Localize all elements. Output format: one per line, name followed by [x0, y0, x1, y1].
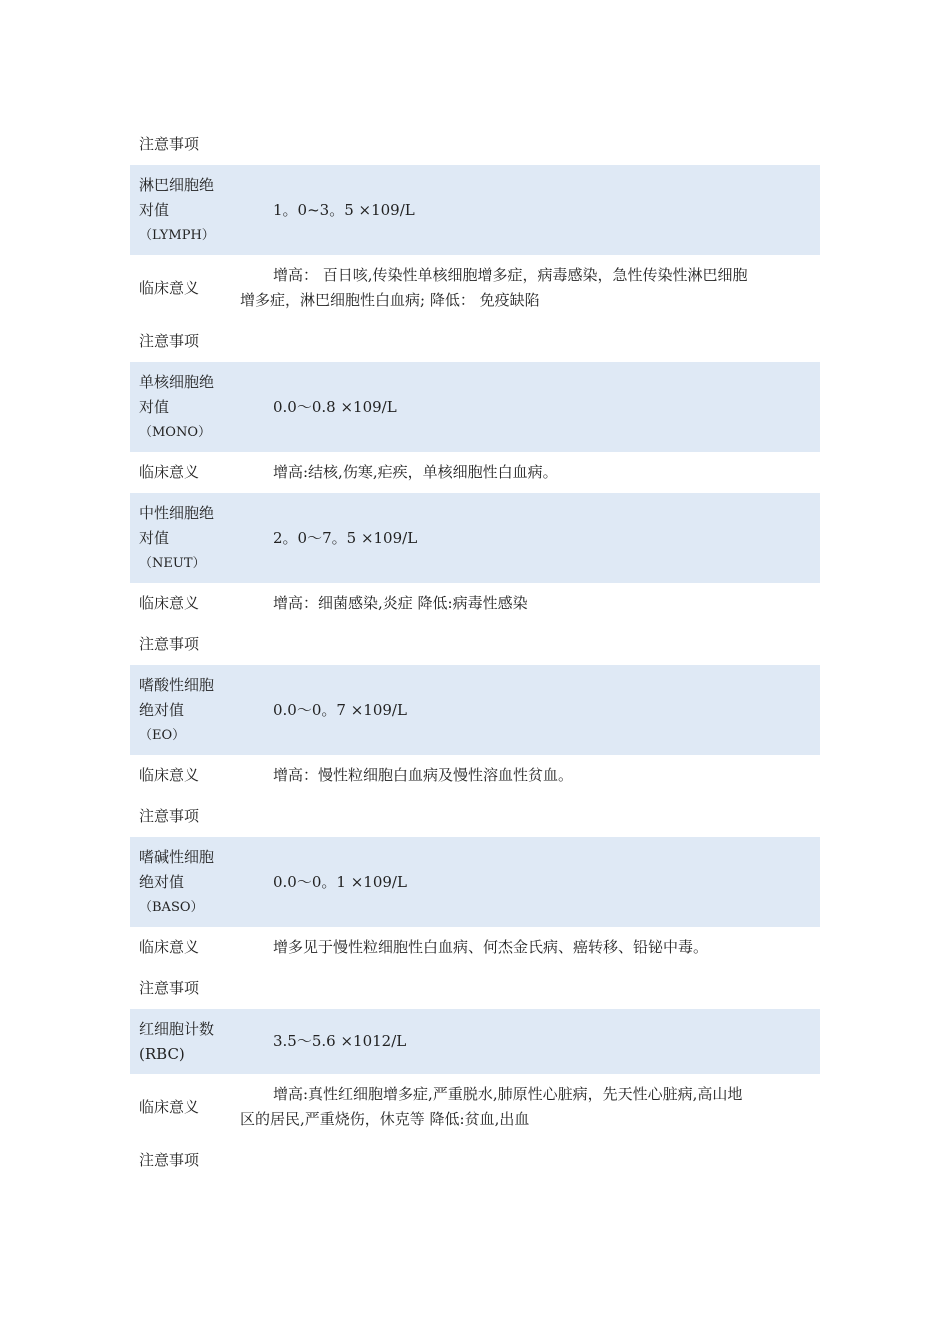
test-name [130, 501, 240, 576]
note-label: 注意事项 [139, 635, 200, 653]
reference-range [240, 395, 820, 420]
clinical-meaning-row [130, 927, 820, 968]
test-item-row [130, 362, 820, 452]
test-abbreviation: （EO） [139, 727, 186, 743]
test-item-row [130, 665, 820, 755]
note-row [130, 321, 820, 362]
test-name [130, 1017, 240, 1067]
reference-range-text: 1。0~3。5 ×109/L [273, 200, 415, 219]
test-name-line: 淋巴细胞绝 [139, 175, 215, 194]
meaning-text [240, 935, 820, 960]
note-label: 注意事项 [139, 332, 200, 350]
reference-range [240, 698, 820, 723]
test-abbreviation: （NEUT） [139, 555, 206, 571]
blood-test-table [130, 124, 820, 1181]
clinical-meaning-row [130, 255, 820, 321]
meaning-text [240, 591, 820, 616]
test-name-line: 红细胞计数 [139, 1019, 215, 1038]
meaning-text [240, 460, 820, 485]
test-name [130, 845, 240, 920]
test-abbreviation: （MONO） [139, 424, 212, 440]
reference-range [240, 870, 820, 895]
meaning-label: 临床意义 [139, 594, 200, 612]
reference-range-text: 3.5～5.6 ×1012/L [273, 1032, 407, 1050]
test-item-row [130, 837, 820, 927]
note-row [130, 796, 820, 837]
meaning-label: 临床意义 [139, 1097, 200, 1116]
meaning-label: 临床意义 [139, 463, 200, 481]
test-name-line: 嗜酸性细胞 [139, 675, 215, 694]
test-name-line: 绝对值 [139, 700, 185, 719]
meaning-text [240, 1082, 820, 1132]
test-name-line: (RBC) [139, 1044, 185, 1063]
note-label: 注意事项 [139, 1151, 200, 1169]
meaning-label: 临床意义 [139, 766, 200, 784]
note-row [130, 968, 820, 1009]
reference-range [240, 1029, 820, 1054]
test-name-line: 对值 [139, 397, 170, 416]
clinical-meaning-row [130, 1074, 820, 1140]
test-name-line: 中性细胞绝 [139, 503, 215, 522]
meaning-line-2: 区的居民,严重烧伤，休克等 降低:贫血,出血 [240, 1110, 530, 1128]
reference-range [240, 198, 820, 223]
test-name [130, 173, 240, 248]
test-name-line: 对值 [139, 200, 170, 219]
test-name-line: 单核细胞绝 [139, 372, 215, 391]
note-label: 注意事项 [139, 979, 200, 997]
test-name [130, 673, 240, 748]
meaning-line-1: 增高： 百日咳,传染性单核细胞增多症，病毒感染，急性传染性淋巴细胞 [273, 266, 748, 284]
meaning-line-1: 增高：细菌感染,炎症 降低:病毒性感染 [273, 594, 528, 612]
reference-range [240, 526, 820, 551]
reference-range-text: 0.0～0.8 ×109/L [273, 397, 397, 416]
test-abbreviation: （LYMPH） [139, 227, 215, 243]
meaning-line-1: 增高:真性红细胞增多症,严重脱水,肺原性心脏病，先天性心脏病,高山地 [273, 1085, 743, 1103]
note-row [130, 124, 820, 165]
test-item-row [130, 493, 820, 583]
note-label: 注意事项 [139, 135, 200, 153]
meaning-text [240, 263, 820, 313]
test-name-line: 对值 [139, 528, 170, 547]
test-abbreviation: （BASO） [139, 899, 204, 915]
clinical-meaning-row [130, 583, 820, 624]
test-name-line: 绝对值 [139, 872, 185, 891]
reference-range-text: 0.0～0。7 ×109/L [273, 700, 407, 719]
test-name [130, 370, 240, 445]
test-name-line: 嗜碱性细胞 [139, 847, 215, 866]
test-item-row [130, 165, 820, 255]
test-item-row [130, 1009, 820, 1074]
meaning-line-1: 增多见于慢性粒细胞性白血病、何杰金氏病、癌转移、铅铋中毒。 [273, 938, 709, 956]
clinical-meaning-row [130, 755, 820, 796]
meaning-line-1: 增高：慢性粒细胞白血病及慢性溶血性贫血。 [273, 766, 574, 784]
reference-range-text: 2。0～7。5 ×109/L [273, 528, 418, 547]
note-row [130, 1140, 820, 1181]
reference-range-text: 0.0～0。1 ×109/L [273, 872, 407, 891]
note-label: 注意事项 [139, 807, 200, 825]
meaning-text [240, 763, 820, 788]
meaning-line-1: 增高:结核,伤寒,疟疾，单核细胞性白血病。 [273, 463, 558, 481]
meaning-label: 临床意义 [139, 938, 200, 956]
clinical-meaning-row [130, 452, 820, 493]
meaning-label: 临床意义 [139, 278, 200, 297]
meaning-line-2: 增多症，淋巴细胞性白血病; 降低： 免疫缺陷 [240, 291, 540, 309]
note-row [130, 624, 820, 665]
